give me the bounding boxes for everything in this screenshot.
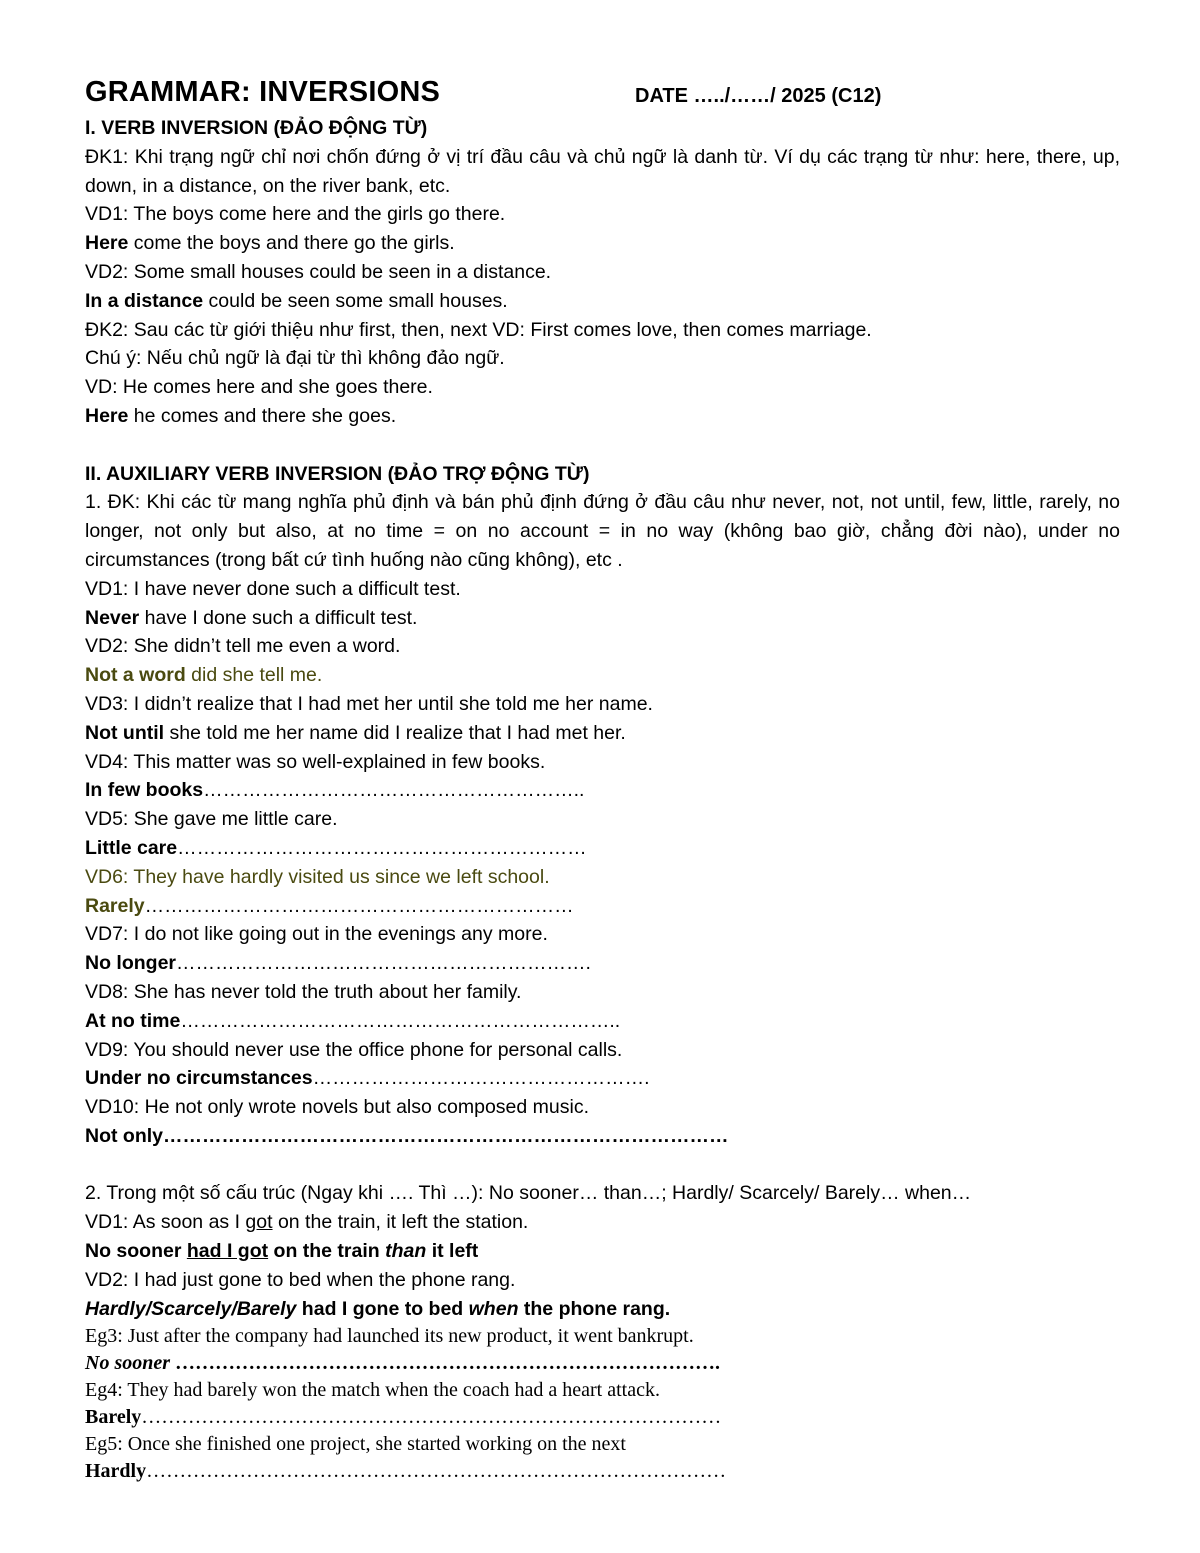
section-1-example-3: VD: He comes here and she goes there. — [85, 376, 433, 399]
answer-text: the phone rang. — [518, 1297, 671, 1320]
answer-keyword: Never — [85, 606, 140, 629]
answer-italic: when — [468, 1297, 519, 1320]
section-3-example-4-answer — [85, 1404, 1120, 1431]
answer-blank: ………………………………………………………… — [144, 894, 574, 917]
section-2-example-9: VD9: You should never use the office phone for personal calls. — [85, 1038, 623, 1061]
section-1-example-1-answer — [85, 229, 1120, 258]
answer-underlined: had I got — [186, 1240, 269, 1263]
section-1-heading: I. VERB INVERSION (ĐẢO ĐỘNG TỪ) — [85, 117, 428, 139]
section-3-example-5: Eg5: Once she finished one project, she started working on the next — [85, 1433, 626, 1456]
answer-text: have I done such a difficult test. — [139, 606, 418, 629]
section-3-example-5-answer — [85, 1458, 1120, 1485]
section-2-example-4-answer — [85, 776, 1120, 805]
section-2-example-1-answer — [85, 604, 1120, 633]
section-3-example-1 — [85, 1208, 1120, 1237]
answer-text: he comes and there she goes. — [128, 404, 397, 427]
answer-keyword: Here — [85, 232, 129, 255]
section-2-example-10: VD10: He not only wrote novels but also composed music. — [85, 1096, 590, 1119]
section-3-intro: 2. Trong một số cấu trúc (Ngay khi …. Thì …): No sooner… than…; Hardly/ Scarcely/ Barely… when… — [85, 1182, 972, 1205]
section-3-example-4: Eg4: They had barely won the match when the coach had a heart attack. — [85, 1379, 660, 1402]
answer-italic: than — [385, 1240, 427, 1263]
spacer — [85, 431, 1120, 460]
section-2-example-7: VD7: I do not like going out in the evenings any more. — [85, 923, 548, 946]
section-2-example-5-answer — [85, 834, 1120, 863]
answer-blank: ………………………………………………………………………. — [170, 1352, 721, 1375]
section-2-heading: II. AUXILIARY VERB INVERSION (ĐẢO TRỢ ĐỘNG TỪ) — [85, 462, 590, 485]
answer-keyword: Hardly — [85, 1460, 147, 1483]
section-2-example-9-answer — [85, 1064, 1120, 1093]
section-1-example-3-answer — [85, 402, 1120, 431]
answer-text: she told me her name did I realize that I had met her. — [164, 721, 626, 744]
answer-keyword: In a distance — [85, 289, 204, 312]
section-2-example-2-answer — [85, 661, 1120, 690]
answer-text: did she tell me. — [185, 664, 323, 687]
answer-keyword: No sooner — [85, 1352, 171, 1375]
section-1-example-1: VD1: The boys come here and the girls go there. — [85, 203, 506, 226]
answer-keyword: Little care — [85, 836, 178, 859]
answer-keyword: Not only — [85, 1124, 163, 1147]
answer-keyword: No longer — [85, 952, 176, 975]
section-3-example-3-answer — [85, 1350, 1120, 1377]
answer-blank: ……………………………………………………… — [177, 836, 587, 859]
section-2-example-8: VD8: She has never told the truth about her family. — [85, 980, 522, 1003]
answer-keyword: At no time — [85, 1009, 181, 1032]
page-title: GRAMMAR: INVERSIONS — [85, 76, 441, 108]
section-2-example-7-answer — [85, 949, 1120, 978]
example-underlined: got — [245, 1211, 273, 1234]
answer-blank: …………………………………………………………………………… — [146, 1460, 727, 1483]
answer-keyword: Not a word — [85, 664, 186, 687]
section-1-example-2: VD2: Some small houses could be seen in a distance. — [85, 260, 552, 283]
section-2-example-3-answer — [85, 719, 1120, 748]
section-1-condition-2: ĐK2: Sau các từ giới thiệu như first, then, next VD: First comes love, then comes marriage. — [85, 318, 872, 341]
answer-keyword: Hardly/Scarcely/Barely — [85, 1297, 297, 1320]
section-2-example-10-answer — [85, 1122, 1120, 1151]
answer-blank: ………………………………………………….. — [203, 779, 585, 802]
section-2-condition: 1. ĐK: Khi các từ mang nghĩa phủ định và bán phủ định đứng ở đầu câu như never, not, not until, few, little, rarely, no longer, not only but also, at no time = on no account = in no way (không bao giờ, chẳng đời nào), under no circumstances (trong bất cứ tình huống nào cũng không), etc . — [85, 491, 1120, 571]
answer-blank: …………………………………………………………………………… — [163, 1124, 729, 1147]
answer-keyword: Here — [85, 404, 129, 427]
section-1-condition-1: ĐK1: Khi trạng ngữ chỉ nơi chốn đứng ở vị trí đầu câu và chủ ngữ là danh từ. Ví dụ các trạng từ như: here, there, up, down, in a distance, on the river bank, etc. — [85, 145, 1120, 197]
section-1-note: Chú ý: Nếu chủ ngữ là đại từ thì không đảo ngữ. — [85, 347, 505, 370]
answer-keyword: In few books — [85, 779, 204, 802]
worksheet-header — [85, 76, 1120, 114]
section-2-example-3: VD3: I didn’t realize that I had met her until she told me her name. — [85, 692, 653, 715]
answer-text: on the train — [268, 1240, 386, 1263]
answer-keyword: Under no circumstances — [85, 1067, 313, 1090]
answer-keyword: Rarely — [85, 894, 145, 917]
answer-blank: ………………………………………………………….. — [180, 1009, 621, 1032]
worksheet-page — [85, 76, 1120, 1485]
answer-text: it left — [426, 1240, 479, 1263]
answer-blank: ……………………………………………. — [312, 1067, 650, 1090]
date-field: DATE …../……/ 2025 (C12) — [635, 85, 882, 107]
section-2-example-8-answer — [85, 1007, 1120, 1036]
answer-blank: …………………………………………………………………………… — [141, 1406, 722, 1429]
example-text: on the train, it left the station. — [272, 1211, 529, 1234]
spacer — [85, 1151, 1120, 1180]
section-3-example-2-answer — [85, 1295, 1120, 1324]
example-text: VD1: As soon as I — [85, 1211, 246, 1234]
answer-keyword: Barely — [85, 1406, 142, 1429]
answer-keyword: Not until — [85, 721, 165, 744]
answer-text: could be seen some small houses. — [203, 289, 508, 312]
section-2-example-1: VD1: I have never done such a difficult test. — [85, 577, 461, 600]
section-1-example-2-answer — [85, 287, 1120, 316]
section-2-example-4: VD4: This matter was so well-explained in few books. — [85, 750, 546, 773]
answer-keyword: No sooner — [85, 1240, 182, 1263]
section-2-example-6-answer — [85, 892, 1120, 921]
section-2-example-2: VD2: She didn’t tell me even a word. — [85, 635, 401, 658]
section-3-example-2: VD2: I had just gone to bed when the phone rang. — [85, 1268, 516, 1291]
section-3-example-1-answer — [85, 1237, 1120, 1266]
answer-blank: ………………………………………………………. — [176, 952, 591, 975]
section-2-example-6: VD6: They have hardly visited us since we left school. — [85, 865, 550, 888]
section-2-example-5: VD5: She gave me little care. — [85, 808, 338, 831]
section-3-example-3: Eg3: Just after the company had launched its new product, it went bankrupt. — [85, 1325, 694, 1348]
answer-text: come the boys and there go the girls. — [128, 232, 455, 255]
answer-text: had I gone to bed — [296, 1297, 469, 1320]
